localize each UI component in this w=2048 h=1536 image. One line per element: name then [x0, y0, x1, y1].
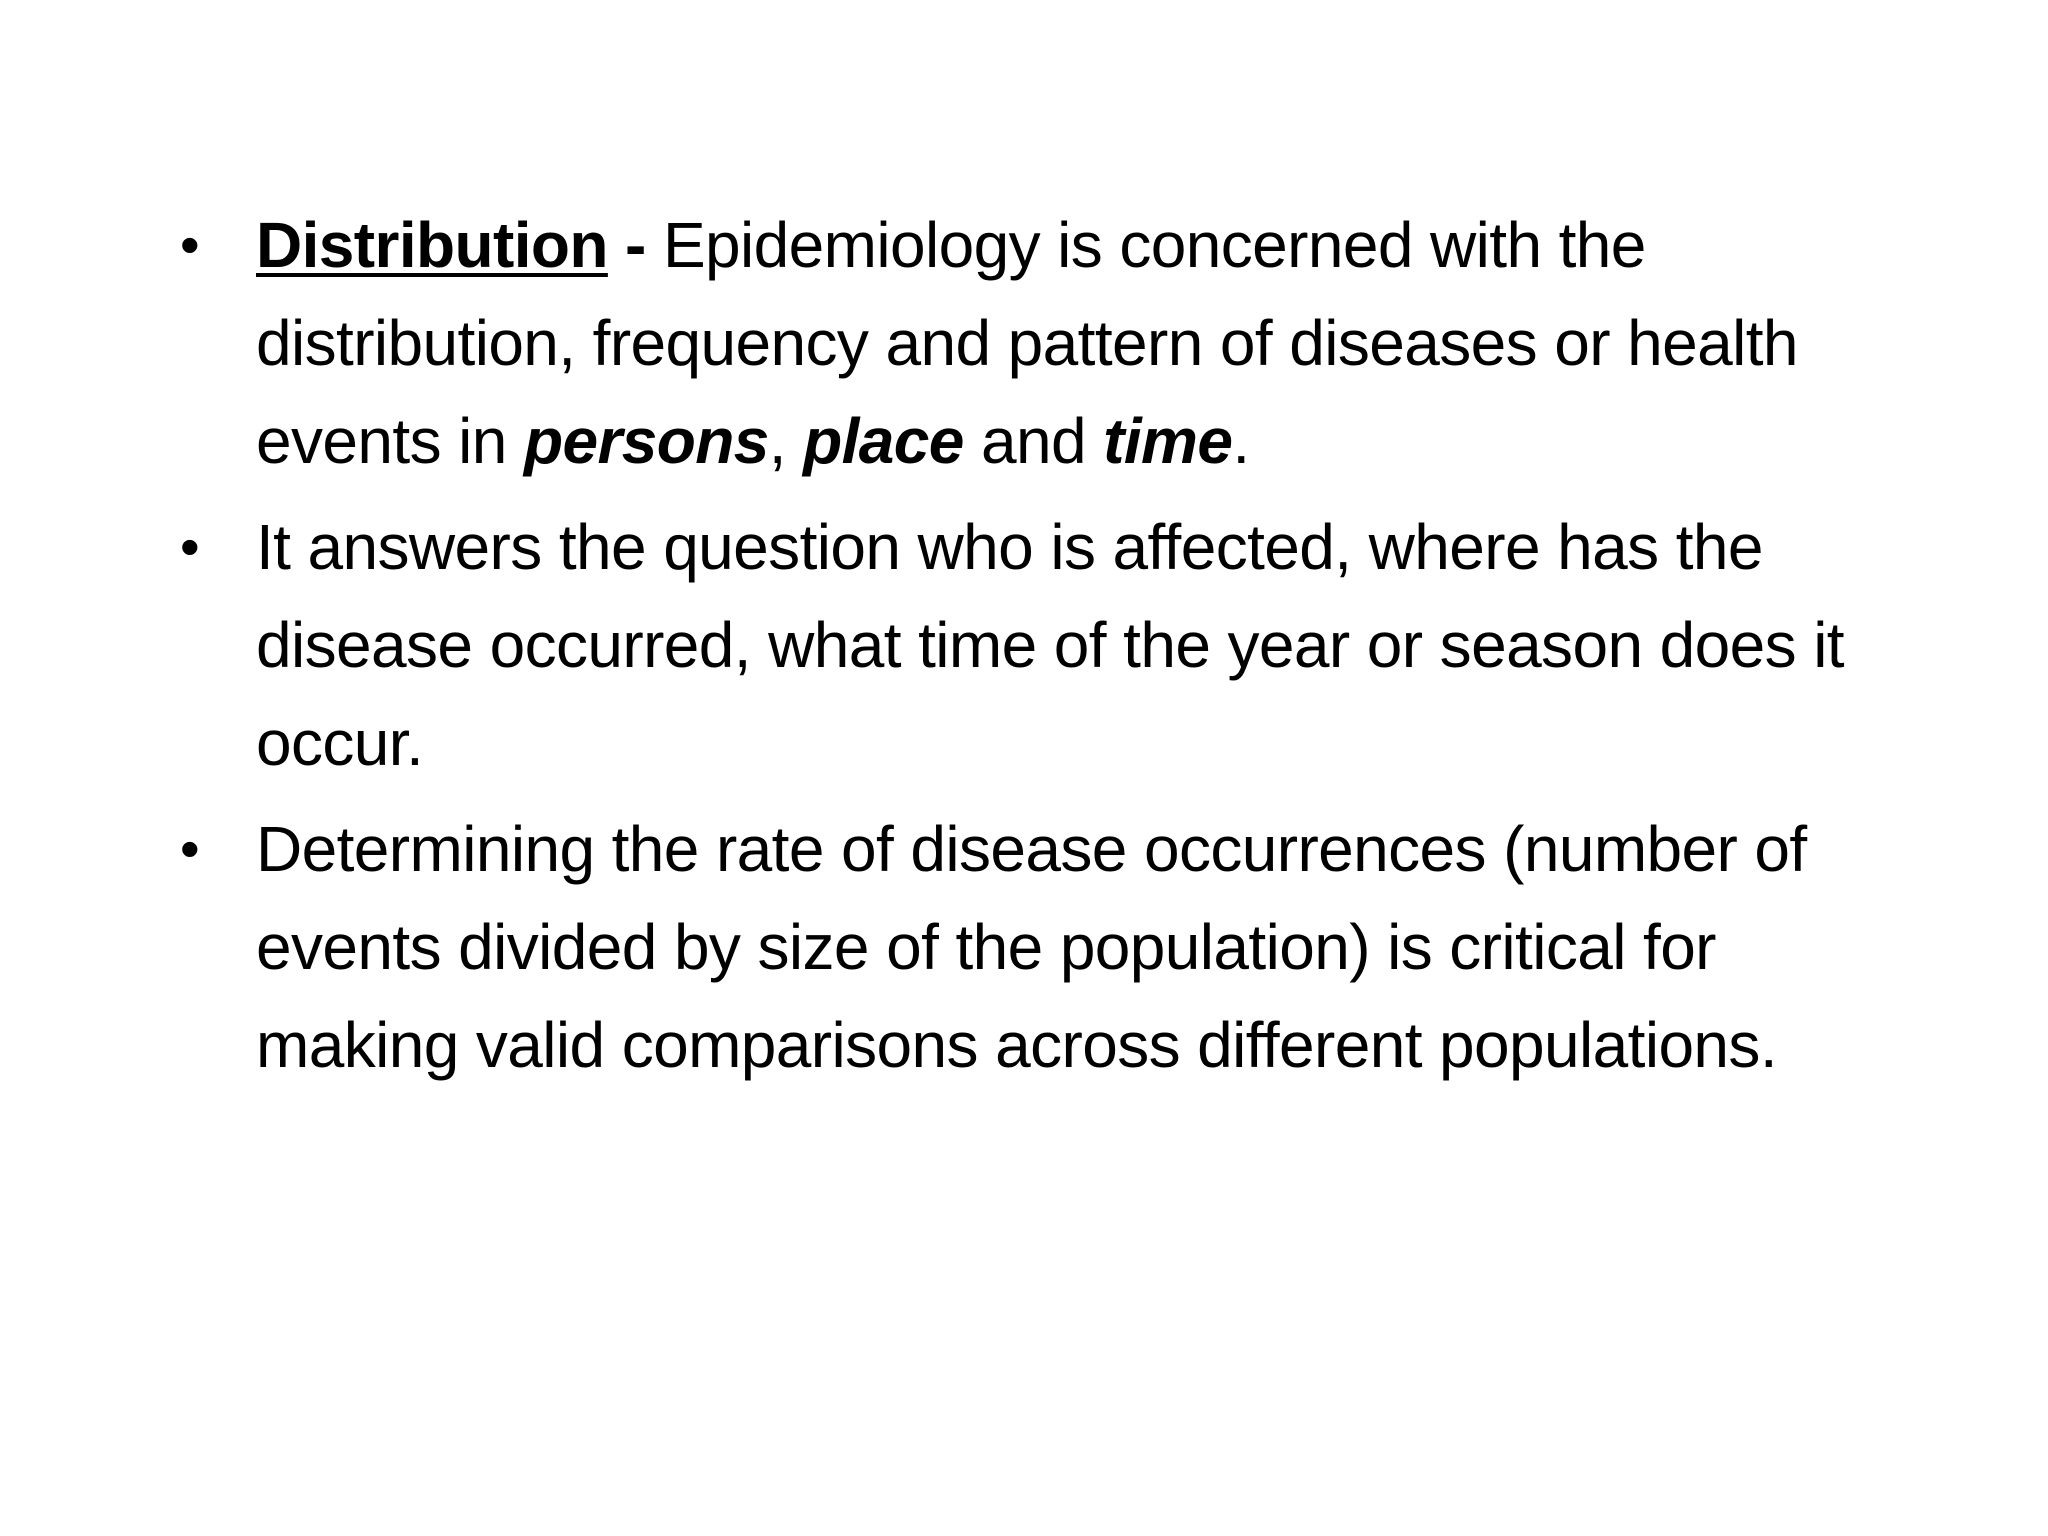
bullet-text-and: and [963, 405, 1104, 477]
bullet-list [172, 196, 1912, 1102]
bullet-distribution [172, 196, 1912, 490]
emphasis-time: time [1103, 405, 1233, 477]
bullet-text: It answers the question who is affected, where has the disease occurred, what time of the year or season does it occur. [256, 511, 1844, 779]
term-dash: - [607, 209, 646, 281]
emphasis-place: place [803, 405, 964, 477]
bullet-marker: • [180, 213, 200, 276]
bullet-text-period: . [1232, 405, 1250, 477]
bullet-text-part: Epidemiology is concerned with the distribution, frequency and pattern of diseases or health events in [256, 209, 1798, 477]
bullet-marker: • [180, 817, 200, 880]
term-distribution: Distribution [256, 209, 608, 281]
bullet-who-where-when [172, 498, 1912, 792]
bullet-text-comma: , [768, 405, 804, 477]
bullet-rate-of-occurrence [172, 800, 1912, 1094]
emphasis-persons: persons [523, 405, 769, 477]
bullet-marker: • [180, 515, 200, 578]
bullet-text: Determining the rate of disease occurrences (number of events divided by size of the population) is critical for making valid comparisons across different populations. [256, 813, 1807, 1081]
